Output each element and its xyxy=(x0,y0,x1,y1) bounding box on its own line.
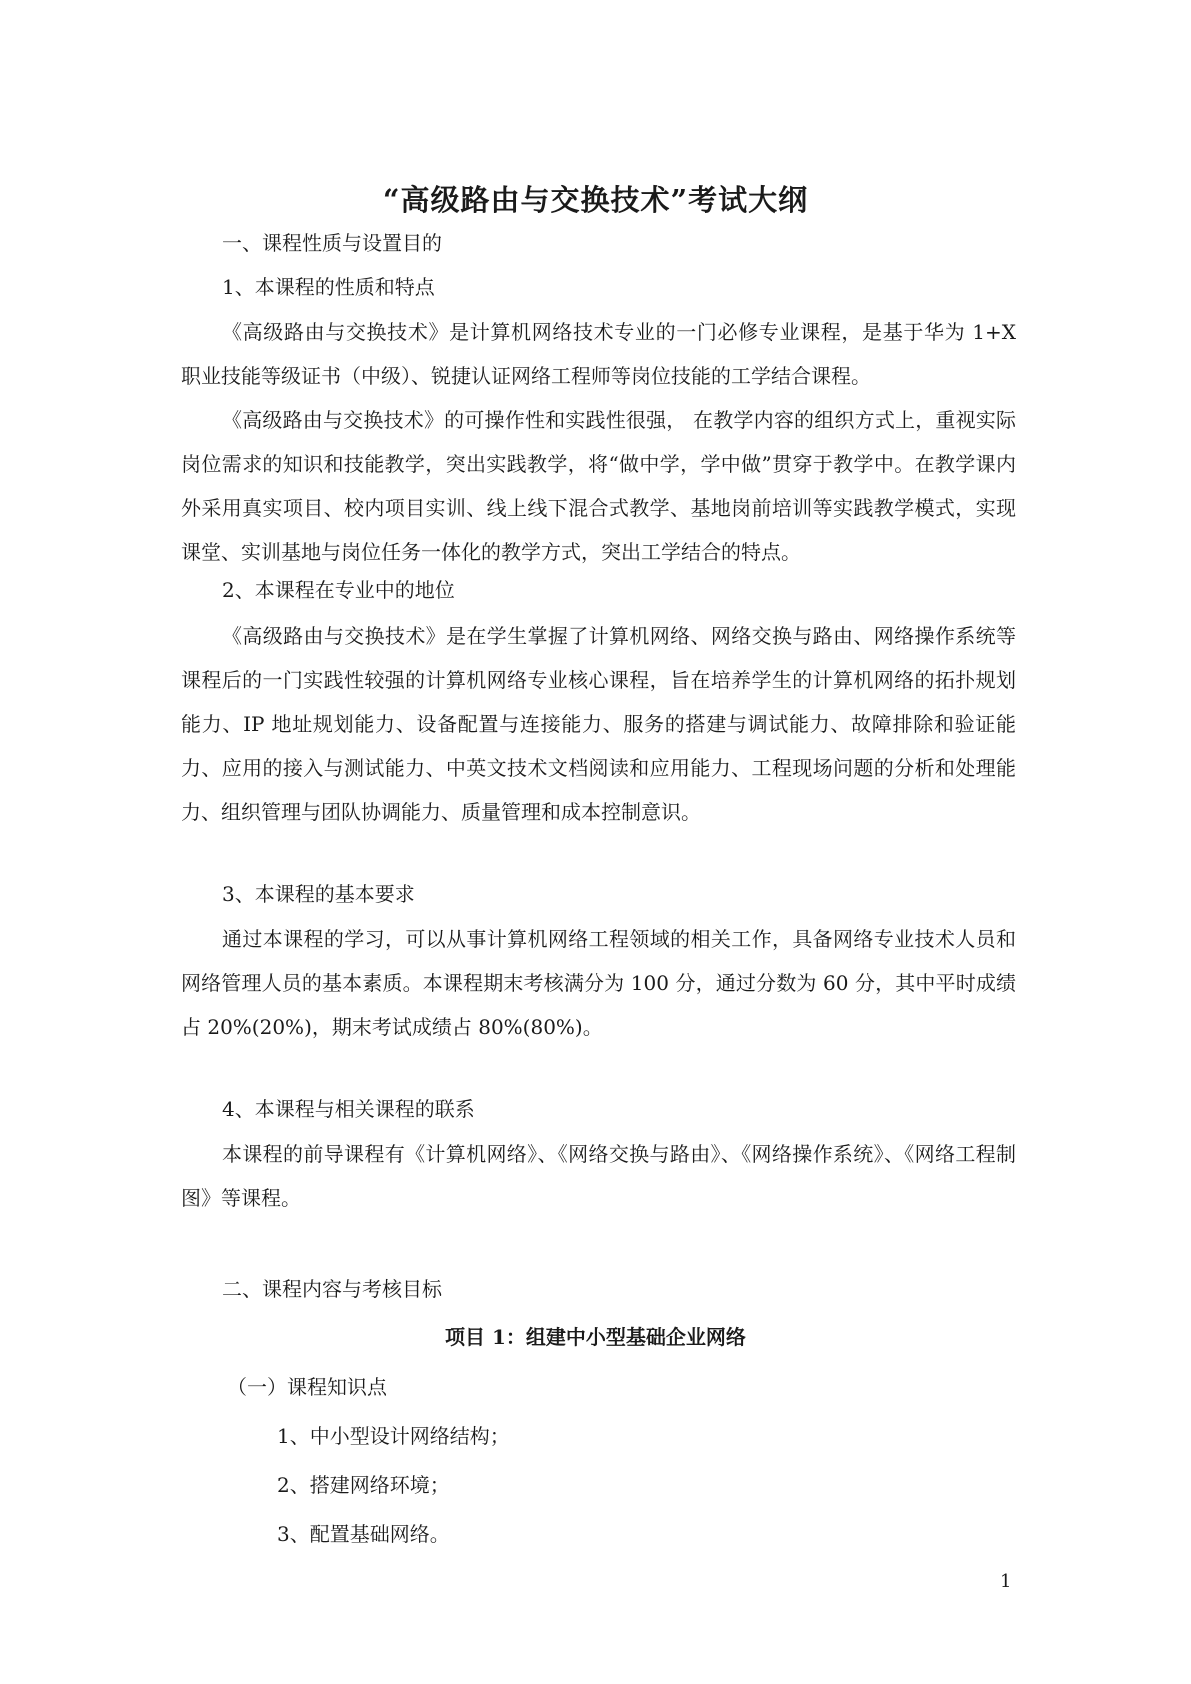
sub2-heading: 2、本课程在专业中的地位 xyxy=(222,578,455,602)
sub1-paragraphs xyxy=(181,310,1016,574)
project1-title: 项目 1：组建中小型基础企业网络 xyxy=(445,1325,746,1349)
sub3-paragraphs xyxy=(181,917,1016,1049)
sub1-para2: 《高级路由与交换技术》的可操作性和实践性很强， 在教学内容的组织方式上，重视实际岗位需求的知识和技能教学，突出实践教学，将“做中学，学中做”贯穿于教学中。在教学课内外采用真实项目、校内项目实训、线上线下混合式教学、基地岗前培训等实践教学模式，实现课堂、实训基地与岗位任务一体化的教学方式，突出工学结合的特点。 xyxy=(181,408,1016,564)
section1-heading: 一、课程性质与设置目的 xyxy=(222,231,442,255)
sub3-para1: 通过本课程的学习，可以从事计算机网络工程领域的相关工作，具备网络专业技术人员和网络管理人员的基本素质。本课程期末考核满分为 100 分，通过分数为 60 分，其中平时成绩占 20%(20%)，期末考试成绩占 80%(80%)。 xyxy=(181,927,1016,1039)
page-number: 1 xyxy=(1000,1571,1012,1592)
knowledge-item-2: 2、搭建网络环境； xyxy=(277,1473,450,1497)
document-title: “高级路由与交换技术”考试大纲 xyxy=(382,183,809,217)
sub4-para1: 本课程的前导课程有《计算机网络》、《网络交换与路由》、《网络操作系统》、《网络工程制图》等课程。 xyxy=(181,1142,1016,1210)
sub4-heading: 4、本课程与相关课程的联系 xyxy=(222,1097,475,1121)
section2-heading: 二、课程内容与考核目标 xyxy=(222,1277,442,1301)
project1-knowledge-heading: （一）课程知识点 xyxy=(227,1375,387,1399)
knowledge-item-1: 1、中小型设计网络结构； xyxy=(277,1424,510,1448)
sub1-heading: 1、本课程的性质和特点 xyxy=(222,275,435,299)
sub2-para1: 《高级路由与交换技术》是在学生掌握了计算机网络、网络交换与路由、网络操作系统等课程后的一门实践性较强的计算机网络专业核心课程，旨在培养学生的计算机网络的拓扑规划能力、IP 地址规划能力、设备配置与连接能力、服务的搭建与调试能力、故障排除和验证能力、应用的接入与测试能力、中英文技术文档阅读和应用能力、工程现场问题的分析和处理能力、组织管理与团队协调能力、质量管理和成本控制意识。 xyxy=(181,624,1016,824)
sub2-paragraphs xyxy=(181,614,1016,834)
sub4-paragraphs xyxy=(181,1132,1016,1220)
sub1-para1: 《高级路由与交换技术》是计算机网络技术专业的一门必修专业课程，是基于华为 1+X 职业技能等级证书（中级）、锐捷认证网络工程师等岗位技能的工学结合课程。 xyxy=(181,320,1016,388)
sub3-heading: 3、本课程的基本要求 xyxy=(222,882,415,906)
knowledge-item-3: 3、配置基础网络。 xyxy=(277,1522,450,1546)
